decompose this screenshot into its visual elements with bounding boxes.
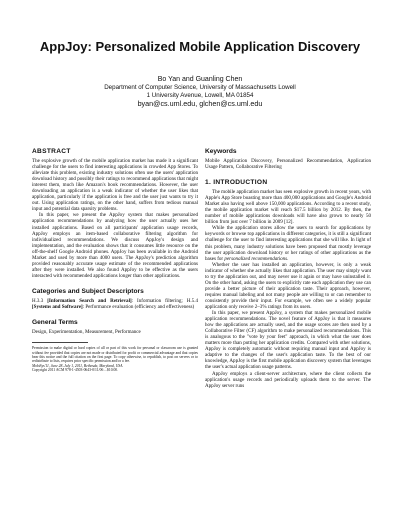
abstract-heading: ABSTRACT [32, 148, 71, 155]
intro-paragraph: In this paper, we present AppJoy, a system that makes personalized mobile application recommendations. The novel feature of AppJoy is that it measures how the applications are actually used, and the usage scores are then used by a Collaborative Filter (CF) algorithm to make personalized recommendations. This is analogous to the "vote by your feet" approach, in which what the user does matters more than putting her application credits. Compared with other solutions, AppJoy is completely automatic without requiring manual input and AppJoy is adaptive to the changes of the user's application taste. To the best of our knowledge, AppJoy is the first mobile application discovery system that leverages the user's actual application usage patterns. [205, 310, 371, 371]
author-department: Department of Computer Science, University of Massachusetts Lowell [104, 84, 296, 92]
footnote-permission: Permission to make digital or hard copies of all or part of this work for personal or classroom use is granted without fee provided that copies are not made or distributed for profit or commercial advantage and that copies bear this notice and the full citation on the first page. To copy otherwise, to republish, to post on servers or to redistribute to lists, requires prior specific permission and/or a fee. [32, 346, 198, 364]
categories-bold-1: [Information Search and Retrieval] [47, 297, 132, 304]
paper-title: AppJoy: Personalized Mobile Application Discovery [39, 39, 361, 54]
categories-code: H.3.3 [32, 297, 44, 304]
left-column [32, 148, 198, 373]
categories-rest-1: : Information filtering; H.5.4 [131, 297, 198, 304]
general-terms-text: Design, Experimentation, Measurement, Performance [32, 329, 141, 336]
abstract-paragraph: In this paper, we present the AppJoy system that makes personalized application recommendations by analyzing how the user actually uses her installed applications. Based on all participants' application usage records, AppJoy employs an item-based collaborative filtering algorithm for individualized recommendations. We discuss AppJoy's design and implementation, and the evaluation shows that it consumes little resource on the off-the-shelf Google Android phones. AppJoy has been available in the Android Market and used by more than 4000 users. The AppJoy's prediction algorithm provided reasonably accurate usage estimate of the recommended applications after they were installed. We also found AppJoy to be effective as the users interacted with recommended applications longer than other applications. [32, 212, 198, 279]
intro-paragraph: The mobile application market has seen explosive growth in recent years, with Apple's App Store boasting more than 400,000 applications and Google's Android Market also having well above 150,000 applications. According to a recent study, the mobile application market will reach $17.5 billion by 2012. By then, the number of mobile applications downloads will have also grown to nearly 50 billion from just over 7 billion in 2009 [12]. [205, 189, 371, 226]
categories-bold-2: [Systems and Software] [32, 303, 83, 310]
introduction-heading: 1. INTRODUCTION [205, 179, 268, 187]
keywords-heading: Keywords [205, 148, 237, 155]
intro-text: . [287, 255, 289, 262]
footnote-copyright: Copyright 2011 ACM 978-1-4503-0643-0/11/06 ...$10.00. [32, 368, 119, 373]
intro-paragraph [205, 225, 371, 261]
intro-emphasis: personalized recommendations [224, 255, 288, 262]
author-block [0, 76, 400, 108]
right-column [205, 148, 371, 389]
intro-paragraph: Whether the user has installed an application, however, is only a weak indicator of whether she actually likes that application. The user may simply want to try the application out, and may never use it again or may have uninstalled it. On the other hand, asking the users to explicitly rate each application they use can provide a better picture of their application taste. Their approach, however, requires manual labeling and not many people are willing to or can remember to consistently provide their input. For example, we often see a widely popular application only receive 2–3% ratings from its users. [205, 261, 371, 310]
categories-text [32, 298, 198, 310]
keywords-text: Mobile Application Discovery, Personalized Recommendation, Application Usage Pattern, Collaborative Filtering [205, 158, 371, 171]
author-names: Bo Yan and Guanling Chen [157, 76, 243, 83]
footnote-venue: MobiSys'11, June 28–July 1, 2011, Bethesda, Maryland, USA. [32, 363, 124, 368]
general-terms-heading: General Terms [32, 319, 78, 327]
author-address: 1 University Avenue, Lowell, MA 01854 [146, 92, 254, 99]
abstract-paragraph: The explosive growth of the mobile application market has made it a significant challenge for the users to find interesting applications in crowded App Stores. To alleviate this problem, existing industry solutions often use the users' application download history and possibly their ratings to recommend applications that might interest them, much like Amazon's book recommendations. However, the user downloading an application is a weak indicator of whether the user likes that application, particularly if the application is free and the user just wants to try it out. Using application ratings, on the other hand, suffers from tedious manual input and potential data sparsity problems. [32, 158, 198, 213]
author-email: byan@cs.uml.edu, glchen@cs.uml.edu [137, 98, 263, 108]
intro-text: While the application stores allow the users to search for applications by keywords or browse top applications in different categories, it is still a significant challenge for the user to find interesting applications that she will like. In light of this problem, many industry solutions have been proposed that mostly leverage the user application download history or her ratings of other applications as the bases for [205, 225, 371, 262]
footnote-rule [32, 342, 88, 343]
categories-rest-2: : Performance evaluation (efficiency and effectiveness) [82, 303, 195, 310]
categories-heading: Categories and Subject Descriptors [32, 287, 144, 295]
intro-paragraph: AppJoy employs a client-server architecture, where the client collects the application's usage records and periodically uploads them to the server. The AppJoy server runs [205, 370, 371, 389]
